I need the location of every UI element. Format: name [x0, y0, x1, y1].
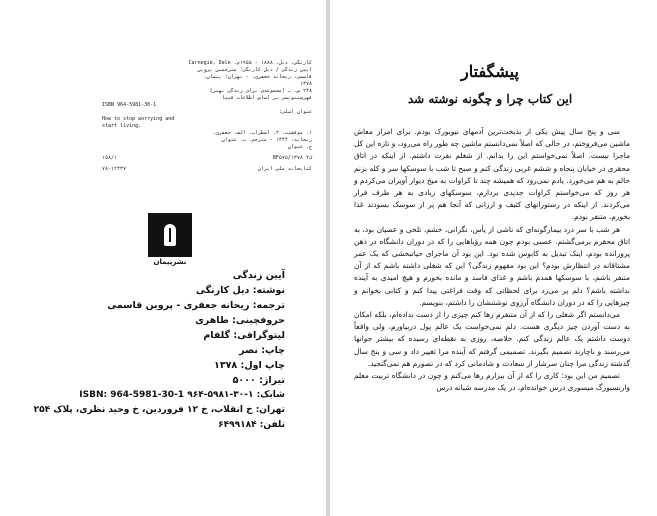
pen-icon: [164, 224, 176, 246]
author-line: نوشته: دیل کارنگی: [195, 285, 285, 296]
preface-paragraph: تصمیم من این بود: کاری را که از آن بیزارم رها می‌کنم و چون در دانشگاه تربیت معلم وارنسبورگ میسوری درس خوانده‌ام، در یک مدرسه شبانه درس: [354, 371, 630, 393]
preface-paragraph: می‌دانستم اگر شغلی را که از آن متنفرم رها کنم چیزی را از دست نداده‌ام، بلکه امکان به دست آوردن چیز دیگری هست. دلم نمی‌خواست یک عالم پول دربیاورم، ولی واقعاً دوست داشتم یک عالم زندگی کنم. خلاصه، روزی به نقطه‌ای رسیده که بیشتر جوانها می‌رسند و ناچارند تصمیم بگیرند. تصمیمی گرفتم که آینده مرا تغییر داد و سی و پنج سال گذشته زندگی مرا چنان سرشار از سعادت و شادمانی کرد که در تصورم هم نمی‌گنجید.: [354, 310, 630, 368]
call-number: BF۵۷۵/ک۴ ۱۳۷۸: [272, 155, 312, 161]
classification-row: [102, 155, 312, 162]
catalog-line: ISBN 964-5981-30-1: [102, 102, 157, 108]
catalog-line: ج. عنوان: [287, 144, 312, 150]
catalog-line: کارنگی، دیل، ۱۸۸۸ - ۱۹۵۵م. Carnegie, Dale: [188, 60, 312, 66]
catalog-lines: [102, 60, 312, 151]
catalog-line: ریحانه، ۱۳۴۴ - مترجم. ب. عنوان: [221, 137, 312, 143]
printing-line: چاپ: نصر: [239, 345, 285, 356]
phone-line: تلفن: ۶۴۹۹۱۸۴: [218, 420, 285, 430]
cataloging-in-publication-block: [102, 60, 312, 173]
preface-paragraph: سی و پنج سال پیش یکی از بدبخت‌ترین آدمهای نیویورک بودم. برای امرار معاش ماشین می‌فروختم، در حالی که اصلاً نمی‌دانستم ماشین چه طور راه می‌رود، و تازه این کل ماجرا نیست. اصلاً نمی‌خواستم این را بدانم. از شغلم نفرت داشتم. از اینکه در اتاق محقری در خیابان پنجاه و ششم غربی زندگی کنم و صبح تا شب با سوسکها سر و کله بزنم حالم به هم می‌خورد. یادم نمی‌رود که همیشه چند تا کراوات به میخ دیوار آویزان می‌کردم و هر روز که می‌خواستم کراوات جدیدی بردارم، سوسکهای زیادی به هر طرف فرار می‌کردند. از اینکه در رستورانهای کثیف و ارزانی که آنجا هم پر از سوسک بسودند غذا بخورم، متنفر بودم.: [354, 127, 630, 222]
publisher-logo-label: نشرپیمان: [153, 258, 187, 266]
preface-paragraph: هر شب با سر درد بیمارگونه‌ای که ناشی از یأس، نگرانی، خشم، تلخی و عصیان بود، به اتاق محقرم برمی‌گشتم. عصبی بودم چون همه رؤیاهایی را که در دوران دانشگاه در ذهن پرورانده بودم، اینک تبدیل به کابوس شده بود. این بود آن ماجرای حیاتبخشی که یک عمر مشتاقانه در انتظارش بودم؟ این بود مفهوم زندگی؟ این که شغلی داشته باشم که از آن متنفر باشم، با سوسکها همدم باشم و غذای فاسد و مانده بخورم و هیچ امیدی به آینده نداشته باشم؟ دلم پر می‌زد برای لحظاتی که وقت فراغتی پیدا کنم و کتابی بخوانم و چیزهایی را که در دوران دانشگاه آرزوی نوشتنشان را داشتم، بنویسم.: [354, 224, 630, 307]
isbn-line: شابک: ۱-۳۰-۵۹۸۱-۹۶۴ ISBN: 964-5981-30-1: [79, 390, 285, 400]
book-title: آیین زندگی: [232, 270, 285, 281]
preface-body: [354, 126, 630, 394]
edition-line: چاپ اول: ۱۳۷۸: [214, 360, 285, 371]
left-page-copyright: [0, 0, 326, 516]
catalog-line: ۱. موفقیت. ۲. اضطراب. الف. جعفری،: [212, 130, 312, 136]
preface-heading: پیشگفتار: [461, 62, 519, 81]
catalog-line: How to stop worrying and: [102, 116, 175, 122]
library-name: کتابخانه ملی ایران: [257, 166, 312, 172]
catalog-line: ۱۳۷۸: [299, 81, 312, 87]
catalog-line: عنوان اصلی:: [278, 109, 312, 115]
library-row: [102, 166, 312, 173]
catalog-line: start living.: [102, 123, 142, 129]
lithography-line: لیتوگرافی: گلفام: [203, 330, 285, 341]
address-line: تهران: خ انقلاب، خ ۱۲ فروردین، خ وحید نظری، پلاک ۲۵۴: [33, 405, 285, 415]
classification-number: ۱۵۸/۱: [102, 155, 118, 161]
catalog-line: قاسمی، ریحانه جعفری. - تهران: پیمان،: [203, 74, 312, 80]
catalog-line: آیین زندگی / دیل کارنگی؛ مترجمین پروین: [197, 67, 312, 73]
catalog-line: ۲۴۸ ص. ـ (مجموعه‌ی برای زندگی بهتر): [209, 88, 312, 94]
catalog-line: فهرستنویسی بر اساس اطلاعات فیپا: [221, 95, 312, 101]
preface-subheading: این کتاب چرا و چگونه نوشته شد: [407, 92, 573, 106]
library-record-number: ۷۸-۱۲۴۳۷: [102, 166, 127, 172]
circulation-line: تیراژ: ۵۰۰۰: [232, 375, 285, 386]
publisher-logo: [148, 213, 192, 257]
imprint-block: [33, 268, 285, 433]
typesetting-line: حروفچینی: طاهری: [195, 315, 285, 326]
translator-line: ترجمه: ریحانه جعفری - پروین قاسمی: [107, 300, 285, 311]
